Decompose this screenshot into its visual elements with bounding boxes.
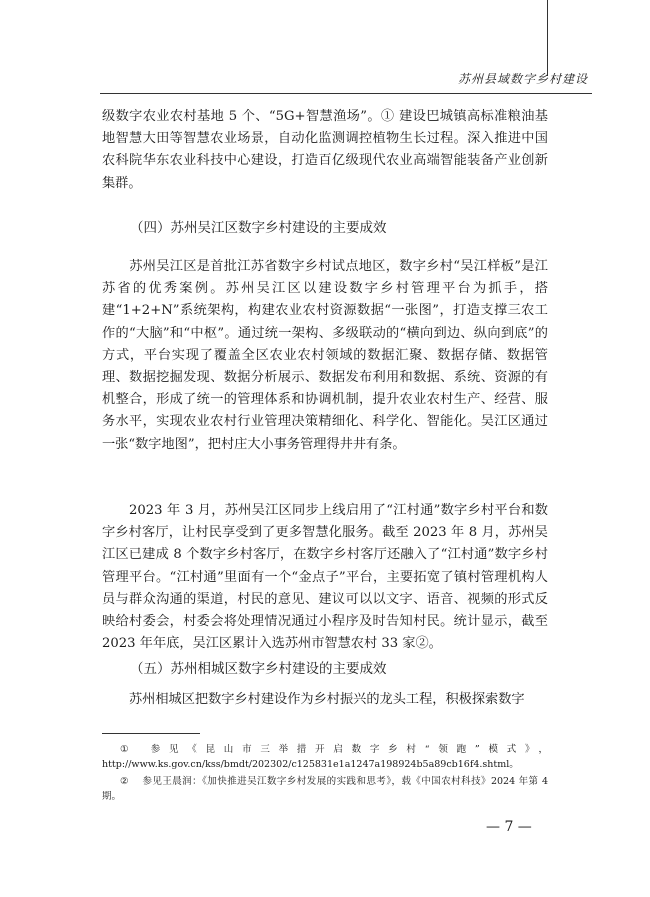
header-horizontal-rule <box>100 93 592 94</box>
footnote-separator <box>102 733 200 734</box>
paragraph-jiangcuntong <box>102 500 548 655</box>
header-vertical-rule <box>547 0 548 76</box>
footnote-marker: ② <box>120 776 129 787</box>
paragraph-text: 2023 年 3 月，苏州吴江区同步上线启用了“江村通”数字乡村平台和数字乡村客厅，让村民享受到了更多智慧化服务。截至 2023 年 8 月，苏州吴江区已建成 8 个数字乡村客厅，在数字乡村客厅还融入了“江村通”数字乡村管理平台。“江村通”里面有一个“金点子”平台，主要拓宽了镇村管理机构人员与群众沟通的渠道，村民的意见、建议可以以文字、语音、视频的形式反映给村委会，村委会将处理情况通过小程序及时告知村民。统计显示，截至 2023 年年底，吴江区累计入选苏州市智慧农村 33 家②。 <box>102 503 548 652</box>
footnote-text: 参见王晨润：《加快推进吴江数字乡村发展的实践和思考》，载《中国农村科技》2024 年第 4 期。 <box>102 776 548 802</box>
section-heading-wujiang: （四）苏州吴江区数字乡村建设的主要成效 <box>130 220 387 236</box>
running-head-title: 苏州县域数字乡村建设 <box>457 72 588 86</box>
paragraph-text: 苏州相城区把数字乡村建设作为乡村振兴的龙头工程，积极探索数字 <box>129 692 525 707</box>
page-number: — 7 — <box>486 819 532 835</box>
footnote-marker: ① <box>120 744 129 755</box>
paragraph-text: 苏州吴江区是首批江苏省数字乡村试点地区，数字乡村“吴江样板”是江苏省的优秀案例。苏州吴江区以建设数字乡村管理平台为抓手，搭建“1+2+N”系统架构，构建农业农村资源数据“一张图”，打造支撑三农工作的“大脑”和“中枢”。通过统一架构、多级联动的“横向到边、纵向到底”的方式，平台实现了覆盖全区农业农村领域的数据汇聚、数据存储、数据管理、数据挖掘发现、数据分析展示、数据发布利用和数据、系统、资源的有机整合，形成了统一的管理体系和协调机制，提升农业农村生产、经营、服务水平，实现农业农村行业管理决策精细化、科学化、智能化。吴江区通过一张“数字地图”，把村庄大小事务管理得井井有条。 <box>102 259 548 452</box>
footnote-2 <box>102 774 548 804</box>
paragraph-text: 级数字农业农村基地 5 个、“5G+智慧渔场”。① 建设巴城镇高标准粮油基地智慧大田等智慧农业场景，自动化监测调控植物生长过程。深入推进中国农科院华东农业科技中心建设，打造百亿级现代农业高端智能装备产业创新集群。 <box>102 109 548 191</box>
paragraph-xiangcheng-intro <box>102 689 548 711</box>
section-heading-xiangcheng: （五）苏州相城区数字乡村建设的主要成效 <box>130 661 387 677</box>
paragraph-wujiang-overview <box>102 256 548 456</box>
footnote-1 <box>102 742 548 772</box>
paragraph-continued <box>102 106 548 195</box>
footnote-text: 参见《昆山市三举措开启数字乡村“领跑”模式》，http://www.ks.gov.cn/kss/bmdt/202302/c125831e1a1247a198924b5a89cb16f4.shtml。 <box>102 744 548 770</box>
